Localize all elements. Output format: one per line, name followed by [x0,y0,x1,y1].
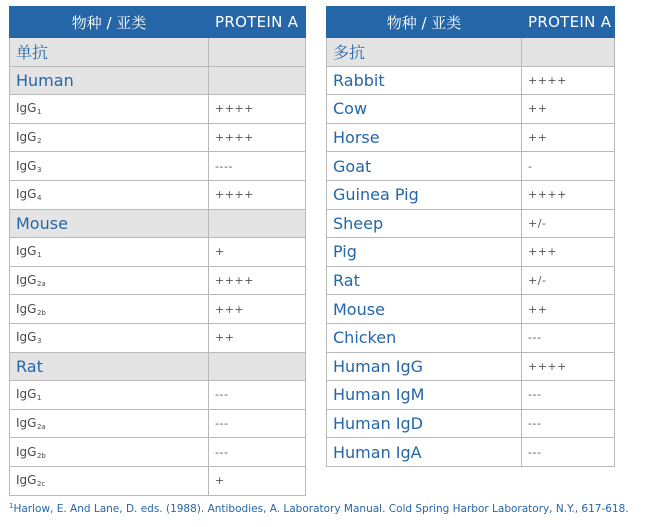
table-row [327,238,615,267]
subclass-subscript: 2 [36,137,42,146]
table-row [10,323,306,352]
section-row [10,209,306,238]
species-cell: Chicken [327,323,522,352]
protein-a-value: --- [522,323,615,352]
table-row [327,352,615,381]
table-row [10,238,306,267]
protein-a-value: ++++ [522,66,615,95]
table-row [327,66,615,95]
section-row [327,38,615,67]
subclass-subscript: 2a [36,280,46,289]
species-cell: Human IgG [327,352,522,381]
protein-a-value: --- [209,438,306,467]
section-label: 单抗 [10,38,209,67]
protein-a-value: - [522,152,615,181]
species-cell: Pig [327,238,522,267]
table-row [327,295,615,324]
left-table-header-row [10,7,306,38]
table-row [10,409,306,438]
protein-a-value: --- [209,381,306,410]
subclass-subscript: 2b [36,308,46,317]
protein-a-value: +++ [209,295,306,324]
left-table-body [10,38,306,496]
table-row [10,466,306,495]
subclass-base: IgG [16,101,37,116]
protein-a-value: --- [522,409,615,438]
species-cell: Cow [327,95,522,124]
subclass-cell [10,95,209,124]
species-cell: Goat [327,152,522,181]
species-cell: Human IgD [327,409,522,438]
table-row [327,123,615,152]
section-value-empty [209,352,306,381]
table-row [327,409,615,438]
protein-a-value: ++ [522,95,615,124]
subclass-cell [10,381,209,410]
protein-a-value: ++++ [209,180,306,209]
subclass-subscript: 2c [36,480,46,489]
subclass-cell [10,266,209,295]
citation-footnote [9,502,649,515]
species-cell: Mouse [327,295,522,324]
protein-a-value: --- [209,409,306,438]
subclass-subscript: 3 [36,337,42,346]
species-cell: Rabbit [327,66,522,95]
table-row [10,180,306,209]
table-row [327,95,615,124]
subclass-base: IgG [16,387,37,402]
table-row [327,438,615,467]
subclass-cell [10,295,209,324]
species-cell: Sheep [327,209,522,238]
subclass-cell [10,323,209,352]
table-row [327,381,615,410]
section-value-empty [209,209,306,238]
subclass-subscript: 2b [36,451,46,460]
subclass-base: IgG [16,130,37,145]
subclass-cell [10,123,209,152]
table-row [327,180,615,209]
footnote-marker: 1 [9,502,14,510]
subclass-base: IgG [16,473,37,488]
subclass-base: IgG [16,158,37,173]
right-reactivity-table [326,6,615,467]
subclass-cell [10,438,209,467]
section-row [10,352,306,381]
section-value-empty [522,38,615,67]
section-label: Mouse [10,209,209,238]
protein-a-value: --- [522,381,615,410]
subclass-cell [10,180,209,209]
table-row [327,323,615,352]
table-row [10,95,306,124]
protein-a-value: + [209,238,306,267]
subclass-subscript: 4 [36,194,42,203]
protein-a-value: +++ [522,238,615,267]
protein-a-value: +/- [522,209,615,238]
protein-a-value: ++++ [522,180,615,209]
protein-a-value: ++++ [522,352,615,381]
table-row [327,266,615,295]
left-reactivity-table [9,6,306,496]
section-label: 多抗 [327,38,522,67]
protein-a-value: ++ [522,295,615,324]
protein-a-value: ++ [522,123,615,152]
protein-a-value: ---- [209,152,306,181]
table-row [10,123,306,152]
subclass-base: IgG [16,416,37,431]
section-value-empty [209,66,306,95]
subclass-cell [10,466,209,495]
subclass-cell [10,152,209,181]
section-label: Human [10,66,209,95]
subclass-base: IgG [16,244,37,259]
left-header-species: 物种 / 亚类 [10,7,209,38]
table-row [10,266,306,295]
subclass-subscript: 2a [36,423,46,432]
table-row [10,381,306,410]
section-row [10,38,306,67]
protein-a-value: --- [522,438,615,467]
subclass-subscript: 1 [36,251,42,260]
species-cell: Horse [327,123,522,152]
table-row [10,438,306,467]
section-row [10,66,306,95]
subclass-subscript: 1 [36,394,42,403]
footnote-text: Harlow, E. And Lane, D. eds. (1988). Antibodies, A. Laboratory Manual. Cold Spring Harbor Laboratory, N.Y., 617-618. [13,503,629,515]
right-header-protein-a: PROTEIN A [522,7,615,38]
subclass-base: IgG [16,187,37,202]
protein-a-value: ++++ [209,266,306,295]
left-header-protein-a: PROTEIN A [209,7,306,38]
table-row [10,295,306,324]
subclass-base: IgG [16,444,37,459]
protein-a-value: ++++ [209,123,306,152]
right-table-header-row [327,7,615,38]
species-cell: Human IgM [327,381,522,410]
protein-a-value: +/- [522,266,615,295]
table-row [327,209,615,238]
protein-a-value: ++ [209,323,306,352]
protein-a-value: ++++ [209,95,306,124]
section-label: Rat [10,352,209,381]
right-header-species: 物种 / 亚类 [327,7,522,38]
subclass-base: IgG [16,330,37,345]
species-cell: Guinea Pig [327,180,522,209]
subclass-subscript: 3 [36,165,42,174]
subclass-cell [10,238,209,267]
subclass-base: IgG [16,301,37,316]
subclass-cell [10,409,209,438]
species-cell: Human IgA [327,438,522,467]
table-row [327,152,615,181]
section-value-empty [209,38,306,67]
subclass-base: IgG [16,273,37,288]
table-row [10,152,306,181]
protein-a-value: + [209,466,306,495]
species-cell: Rat [327,266,522,295]
right-table-body [327,38,615,467]
subclass-subscript: 1 [36,108,42,117]
